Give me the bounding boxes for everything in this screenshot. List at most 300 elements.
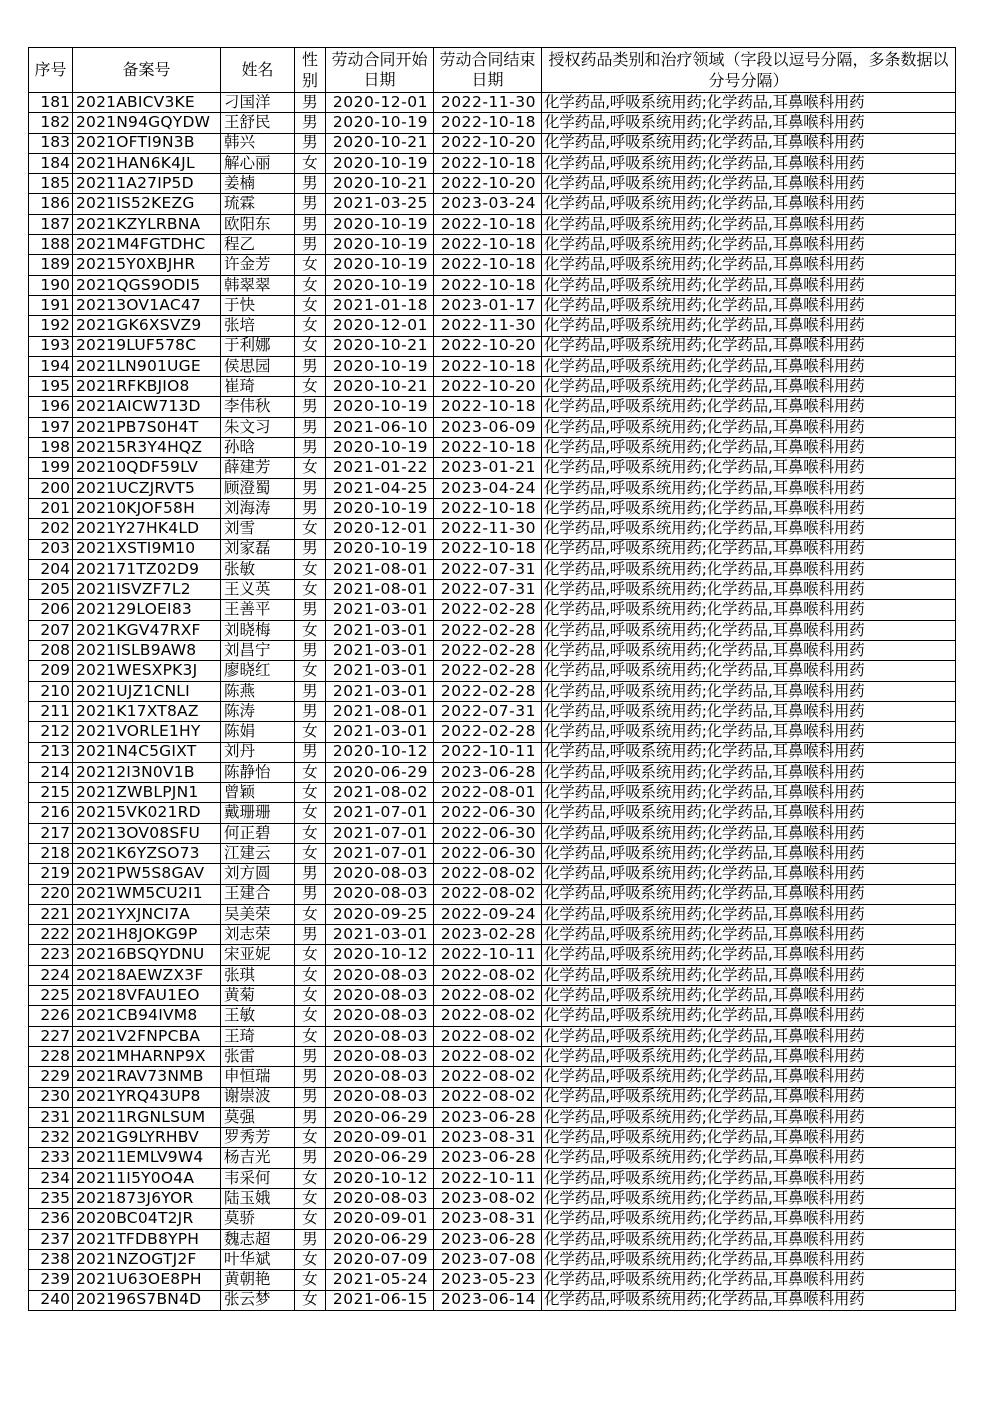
gender-cell: 男 [295,438,326,458]
gender-cell: 女 [295,1209,326,1229]
contract-end-cell: 2022-02-28 [434,620,542,640]
record-no-cell: 2020BC04T2JR [73,1209,221,1229]
contract-end-cell: 2022-11-30 [434,316,542,336]
seq-cell: 206 [29,600,73,620]
seq-cell: 201 [29,498,73,518]
name-cell: 罗秀芳 [221,1128,295,1148]
name-cell: 张琪 [221,965,295,985]
gender-cell: 女 [295,661,326,681]
gender-cell: 男 [295,641,326,661]
category-cell: 化学药品,呼吸系统用药;化学药品,耳鼻喉科用药 [542,864,956,884]
record-no-cell: 2021UCZJRVT5 [73,478,221,498]
contract-end-cell: 2023-06-28 [434,1107,542,1127]
table-row [29,1006,956,1026]
record-no-cell: 2021MHARNP9X [73,1046,221,1066]
contract-end-cell: 2023-05-23 [434,1270,542,1290]
contract-start-cell: 2020-08-03 [326,1067,434,1087]
name-cell: 侯思园 [221,356,295,376]
gender-cell: 女 [295,153,326,173]
name-cell: 王琦 [221,1026,295,1046]
category-cell: 化学药品,呼吸系统用药;化学药品,耳鼻喉科用药 [542,397,956,417]
gender-cell: 女 [295,1270,326,1290]
record-no-cell: 2021Y27HK4LD [73,519,221,539]
category-cell: 化学药品,呼吸系统用药;化学药品,耳鼻喉科用药 [542,722,956,742]
category-cell: 化学药品,呼吸系统用药;化学药品,耳鼻喉科用药 [542,904,956,924]
name-cell: 陈娟 [221,722,295,742]
seq-cell: 216 [29,803,73,823]
table-body [29,93,956,1311]
table-row [29,803,956,823]
name-cell: 韩翠翠 [221,275,295,295]
contract-start-cell: 2020-10-19 [326,214,434,234]
gender-cell: 男 [295,174,326,194]
name-cell: 戴珊珊 [221,803,295,823]
seq-cell: 197 [29,417,73,437]
category-cell: 化学药品,呼吸系统用药;化学药品,耳鼻喉科用药 [542,1087,956,1107]
contract-end-cell: 2022-08-02 [434,1006,542,1026]
record-no-cell: 2021CB94IVM8 [73,1006,221,1026]
name-cell: 刘方圆 [221,864,295,884]
header-contract-start: 劳动合同开始日期 [326,48,434,93]
contract-end-cell: 2023-03-24 [434,194,542,214]
contract-end-cell: 2022-10-18 [434,356,542,376]
contract-start-cell: 2020-06-29 [326,1229,434,1249]
contract-start-cell: 2021-06-15 [326,1290,434,1310]
gender-cell: 男 [295,1046,326,1066]
contract-end-cell: 2022-10-20 [434,377,542,397]
name-cell: 王敏 [221,1006,295,1026]
table-row [29,255,956,275]
record-no-cell: 2021UJZ1CNLI [73,681,221,701]
name-cell: 韦采何 [221,1168,295,1188]
contract-start-cell: 2021-01-18 [326,295,434,315]
name-cell: 刘家磊 [221,539,295,559]
name-cell: 刁国洋 [221,93,295,113]
contract-end-cell: 2022-08-02 [434,884,542,904]
contract-end-cell: 2022-08-02 [434,1026,542,1046]
record-no-cell: 2021WM5CU2I1 [73,884,221,904]
seq-cell: 208 [29,641,73,661]
header-name: 姓名 [221,48,295,93]
record-no-cell: 2021LN901UGE [73,356,221,376]
category-cell: 化学药品,呼吸系统用药;化学药品,耳鼻喉科用药 [542,1107,956,1127]
seq-cell: 222 [29,925,73,945]
record-no-cell: 2021AICW713D [73,397,221,417]
category-cell: 化学药品,呼吸系统用药;化学药品,耳鼻喉科用药 [542,1249,956,1269]
contract-end-cell: 2022-08-02 [434,1067,542,1087]
seq-cell: 215 [29,783,73,803]
contract-end-cell: 2022-10-20 [434,174,542,194]
name-cell: 顾澄蜀 [221,478,295,498]
name-cell: 韩兴 [221,133,295,153]
gender-cell: 男 [295,681,326,701]
contract-end-cell: 2023-08-02 [434,1189,542,1209]
table-row [29,133,956,153]
name-cell: 陈燕 [221,681,295,701]
record-no-cell: 20211EMLV9W4 [73,1148,221,1168]
header-gender: 性别 [295,48,326,93]
contract-end-cell: 2022-06-30 [434,823,542,843]
gender-cell: 女 [295,762,326,782]
contract-start-cell: 2020-06-29 [326,762,434,782]
contract-end-cell: 2022-06-30 [434,843,542,863]
contract-end-cell: 2022-10-18 [434,235,542,255]
record-no-cell: 2021PW5S8GAV [73,864,221,884]
seq-cell: 207 [29,620,73,640]
contract-start-cell: 2020-12-01 [326,519,434,539]
gender-cell: 男 [295,478,326,498]
contract-start-cell: 2021-07-01 [326,803,434,823]
record-no-cell: 2021U63OE8PH [73,1270,221,1290]
contract-start-cell: 2020-10-19 [326,356,434,376]
contract-start-cell: 2021-05-24 [326,1270,434,1290]
contract-end-cell: 2022-08-01 [434,783,542,803]
seq-cell: 194 [29,356,73,376]
category-cell: 化学药品,呼吸系统用药;化学药品,耳鼻喉科用药 [542,641,956,661]
category-cell: 化学药品,呼吸系统用药;化学药品,耳鼻喉科用药 [542,214,956,234]
contract-end-cell: 2023-01-17 [434,295,542,315]
gender-cell: 女 [295,986,326,1006]
seq-cell: 192 [29,316,73,336]
name-cell: 欧阳东 [221,214,295,234]
seq-cell: 233 [29,1148,73,1168]
table-row [29,641,956,661]
table-row [29,1148,956,1168]
category-cell: 化学药品,呼吸系统用药;化学药品,耳鼻喉科用药 [542,539,956,559]
name-cell: 琉霖 [221,194,295,214]
record-no-cell: 2021ISVZF7L2 [73,580,221,600]
contract-start-cell: 2021-07-01 [326,843,434,863]
record-no-cell: 202196S7BN4D [73,1290,221,1310]
category-cell: 化学药品,呼吸系统用药;化学药品,耳鼻喉科用药 [542,661,956,681]
gender-cell: 男 [295,235,326,255]
category-cell: 化学药品,呼吸系统用药;化学药品,耳鼻喉科用药 [542,519,956,539]
gender-cell: 男 [295,1229,326,1249]
seq-cell: 185 [29,174,73,194]
table-row [29,93,956,113]
authorization-table [28,47,956,1311]
contract-start-cell: 2020-06-29 [326,1107,434,1127]
name-cell: 刘雪 [221,519,295,539]
seq-cell: 234 [29,1168,73,1188]
gender-cell: 男 [295,1107,326,1127]
category-cell: 化学药品,呼吸系统用药;化学药品,耳鼻喉科用药 [542,1209,956,1229]
header-row [29,48,956,93]
gender-cell: 女 [295,945,326,965]
record-no-cell: 2021YXJNCI7A [73,904,221,924]
contract-start-cell: 2020-08-03 [326,1006,434,1026]
gender-cell: 女 [295,783,326,803]
category-cell: 化学药品,呼吸系统用药;化学药品,耳鼻喉科用药 [542,1006,956,1026]
gender-cell: 女 [295,843,326,863]
contract-start-cell: 2020-10-21 [326,133,434,153]
table-row [29,580,956,600]
contract-end-cell: 2022-10-18 [434,438,542,458]
seq-cell: 199 [29,458,73,478]
table-row [29,986,956,1006]
table-row [29,1168,956,1188]
contract-end-cell: 2022-08-02 [434,1087,542,1107]
gender-cell: 男 [295,864,326,884]
contract-start-cell: 2021-08-02 [326,783,434,803]
seq-cell: 188 [29,235,73,255]
seq-cell: 223 [29,945,73,965]
seq-cell: 189 [29,255,73,275]
header-seq: 序号 [29,48,73,93]
header-category: 授权药品类别和治疗领域（字段以逗号分隔，多条数据以分号分隔） [542,48,956,93]
seq-cell: 229 [29,1067,73,1087]
contract-end-cell: 2022-10-18 [434,153,542,173]
category-cell: 化学药品,呼吸系统用药;化学药品,耳鼻喉科用药 [542,93,956,113]
seq-cell: 181 [29,93,73,113]
name-cell: 张敏 [221,559,295,579]
category-cell: 化学药品,呼吸系统用药;化学药品,耳鼻喉科用药 [542,1290,956,1310]
seq-cell: 187 [29,214,73,234]
table-row [29,783,956,803]
name-cell: 李伟秋 [221,397,295,417]
gender-cell: 女 [295,904,326,924]
contract-start-cell: 2020-08-03 [326,864,434,884]
table-row [29,762,956,782]
record-no-cell: 20212I3N0V1B [73,762,221,782]
contract-end-cell: 2023-07-08 [434,1249,542,1269]
gender-cell: 男 [295,925,326,945]
contract-start-cell: 2020-08-03 [326,1046,434,1066]
category-cell: 化学药品,呼吸系统用药;化学药品,耳鼻喉科用药 [542,336,956,356]
name-cell: 吴美荣 [221,904,295,924]
contract-start-cell: 2020-10-19 [326,498,434,518]
name-cell: 刘丹 [221,742,295,762]
gender-cell: 男 [295,742,326,762]
contract-end-cell: 2022-07-31 [434,559,542,579]
contract-end-cell: 2022-10-18 [434,275,542,295]
table-row [29,1229,956,1249]
table-row [29,417,956,437]
table-row [29,438,956,458]
contract-start-cell: 2020-09-25 [326,904,434,924]
contract-start-cell: 2020-12-01 [326,93,434,113]
gender-cell: 女 [295,722,326,742]
record-no-cell: 2021G9LYRHBV [73,1128,221,1148]
seq-cell: 182 [29,113,73,133]
contract-end-cell: 2022-02-28 [434,600,542,620]
name-cell: 崔琦 [221,377,295,397]
name-cell: 张雷 [221,1046,295,1066]
gender-cell: 男 [295,417,326,437]
table-row [29,945,956,965]
category-cell: 化学药品,呼吸系统用药;化学药品,耳鼻喉科用药 [542,235,956,255]
contract-end-cell: 2023-04-24 [434,478,542,498]
record-no-cell: 2021873J6YOR [73,1189,221,1209]
table-row [29,336,956,356]
seq-cell: 191 [29,295,73,315]
record-no-cell: 20215R3Y4HQZ [73,438,221,458]
name-cell: 王舒民 [221,113,295,133]
contract-start-cell: 2020-09-01 [326,1209,434,1229]
name-cell: 于快 [221,295,295,315]
name-cell: 刘海涛 [221,498,295,518]
seq-cell: 239 [29,1270,73,1290]
category-cell: 化学药品,呼吸系统用药;化学药品,耳鼻喉科用药 [542,681,956,701]
name-cell: 刘晓梅 [221,620,295,640]
seq-cell: 218 [29,843,73,863]
record-no-cell: 2021VORLE1HY [73,722,221,742]
seq-cell: 231 [29,1107,73,1127]
gender-cell: 女 [295,1128,326,1148]
category-cell: 化学药品,呼吸系统用药;化学药品,耳鼻喉科用药 [542,823,956,843]
seq-cell: 232 [29,1128,73,1148]
seq-cell: 224 [29,965,73,985]
name-cell: 朱文习 [221,417,295,437]
table-row [29,295,956,315]
contract-start-cell: 2020-10-19 [326,113,434,133]
name-cell: 谢崇波 [221,1087,295,1107]
record-no-cell: 2021H8JOKG9P [73,925,221,945]
table-row [29,925,956,945]
gender-cell: 女 [295,295,326,315]
record-no-cell: 20218AEWZX3F [73,965,221,985]
contract-start-cell: 2020-10-12 [326,1168,434,1188]
header-contract-end: 劳动合同结束日期 [434,48,542,93]
category-cell: 化学药品,呼吸系统用药;化学药品,耳鼻喉科用药 [542,194,956,214]
record-no-cell: 20213OV1AC47 [73,295,221,315]
contract-start-cell: 2020-10-21 [326,336,434,356]
contract-start-cell: 2020-08-03 [326,1026,434,1046]
seq-cell: 211 [29,701,73,721]
gender-cell: 男 [295,701,326,721]
name-cell: 叶华斌 [221,1249,295,1269]
seq-cell: 230 [29,1087,73,1107]
gender-cell: 女 [295,1249,326,1269]
category-cell: 化学药品,呼吸系统用药;化学药品,耳鼻喉科用药 [542,1128,956,1148]
record-no-cell: 20215Y0XBJHR [73,255,221,275]
contract-end-cell: 2023-08-31 [434,1209,542,1229]
contract-start-cell: 2021-03-01 [326,681,434,701]
table-row [29,681,956,701]
table-row [29,539,956,559]
table-row [29,1270,956,1290]
category-cell: 化学药品,呼吸系统用药;化学药品,耳鼻喉科用药 [542,1270,956,1290]
contract-end-cell: 2022-08-02 [434,986,542,1006]
table-row [29,519,956,539]
contract-start-cell: 2020-10-19 [326,397,434,417]
category-cell: 化学药品,呼吸系统用药;化学药品,耳鼻喉科用药 [542,559,956,579]
contract-start-cell: 2020-10-19 [326,235,434,255]
record-no-cell: 2021QGS9ODI5 [73,275,221,295]
contract-end-cell: 2022-10-20 [434,133,542,153]
gender-cell: 男 [295,539,326,559]
contract-end-cell: 2022-08-02 [434,864,542,884]
record-no-cell: 2021RAV73NMB [73,1067,221,1087]
contract-start-cell: 2021-03-01 [326,925,434,945]
contract-start-cell: 2021-08-01 [326,559,434,579]
record-no-cell: 2021KGV47RXF [73,620,221,640]
contract-start-cell: 2020-10-19 [326,153,434,173]
record-no-cell: 2021N94GQYDW [73,113,221,133]
contract-end-cell: 2022-07-31 [434,701,542,721]
contract-end-cell: 2022-02-28 [434,641,542,661]
gender-cell: 女 [295,620,326,640]
contract-end-cell: 2022-10-11 [434,1168,542,1188]
category-cell: 化学药品,呼吸系统用药;化学药品,耳鼻喉科用药 [542,153,956,173]
name-cell: 杨吉光 [221,1148,295,1168]
contract-end-cell: 2022-11-30 [434,93,542,113]
contract-start-cell: 2021-03-01 [326,661,434,681]
contract-start-cell: 2020-08-03 [326,1189,434,1209]
table-row [29,620,956,640]
table-row [29,1249,956,1269]
name-cell: 刘志荣 [221,925,295,945]
contract-end-cell: 2023-06-28 [434,1229,542,1249]
record-no-cell: 20213OV08SFU [73,823,221,843]
seq-cell: 212 [29,722,73,742]
record-no-cell: 2021RFKBJIO8 [73,377,221,397]
contract-end-cell: 2022-09-24 [434,904,542,924]
table-row [29,356,956,376]
table-row [29,1290,956,1310]
table-row [29,1067,956,1087]
contract-end-cell: 2022-06-30 [434,803,542,823]
contract-end-cell: 2022-10-11 [434,742,542,762]
seq-cell: 214 [29,762,73,782]
record-no-cell: 2021XSTI9M10 [73,539,221,559]
record-no-cell: 2021NZOGTJ2F [73,1249,221,1269]
gender-cell: 男 [295,194,326,214]
record-no-cell: 2021ZWBLPJN1 [73,783,221,803]
contract-end-cell: 2022-02-28 [434,722,542,742]
gender-cell: 男 [295,93,326,113]
category-cell: 化学药品,呼吸系统用药;化学药品,耳鼻喉科用药 [542,884,956,904]
contract-start-cell: 2020-10-19 [326,255,434,275]
table-row [29,701,956,721]
table-row [29,235,956,255]
table-row [29,498,956,518]
gender-cell: 女 [295,559,326,579]
contract-end-cell: 2023-06-14 [434,1290,542,1310]
name-cell: 陈涛 [221,701,295,721]
contract-end-cell: 2022-10-11 [434,945,542,965]
category-cell: 化学药品,呼吸系统用药;化学药品,耳鼻喉科用药 [542,133,956,153]
name-cell: 王善平 [221,600,295,620]
record-no-cell: 20215VK021RD [73,803,221,823]
contract-end-cell: 2022-10-18 [434,498,542,518]
table-row [29,153,956,173]
contract-start-cell: 2021-03-25 [326,194,434,214]
header-record-no: 备案号 [73,48,221,93]
record-no-cell: 20211RGNLSUM [73,1107,221,1127]
contract-start-cell: 2020-10-12 [326,742,434,762]
record-no-cell: 2021KZYLRBNA [73,214,221,234]
table-row [29,458,956,478]
seq-cell: 184 [29,153,73,173]
record-no-cell: 202129LOEI83 [73,600,221,620]
record-no-cell: 20219LUF578C [73,336,221,356]
contract-end-cell: 2023-06-28 [434,1148,542,1168]
table-row [29,1209,956,1229]
gender-cell: 女 [295,1006,326,1026]
record-no-cell: 202171TZ02D9 [73,559,221,579]
gender-cell: 女 [295,965,326,985]
category-cell: 化学药品,呼吸系统用药;化学药品,耳鼻喉科用药 [542,438,956,458]
contract-start-cell: 2021-08-01 [326,701,434,721]
contract-start-cell: 2020-06-29 [326,1148,434,1168]
seq-cell: 205 [29,580,73,600]
name-cell: 于利娜 [221,336,295,356]
gender-cell: 女 [295,275,326,295]
table-row [29,174,956,194]
gender-cell: 男 [295,1067,326,1087]
gender-cell: 女 [295,1026,326,1046]
